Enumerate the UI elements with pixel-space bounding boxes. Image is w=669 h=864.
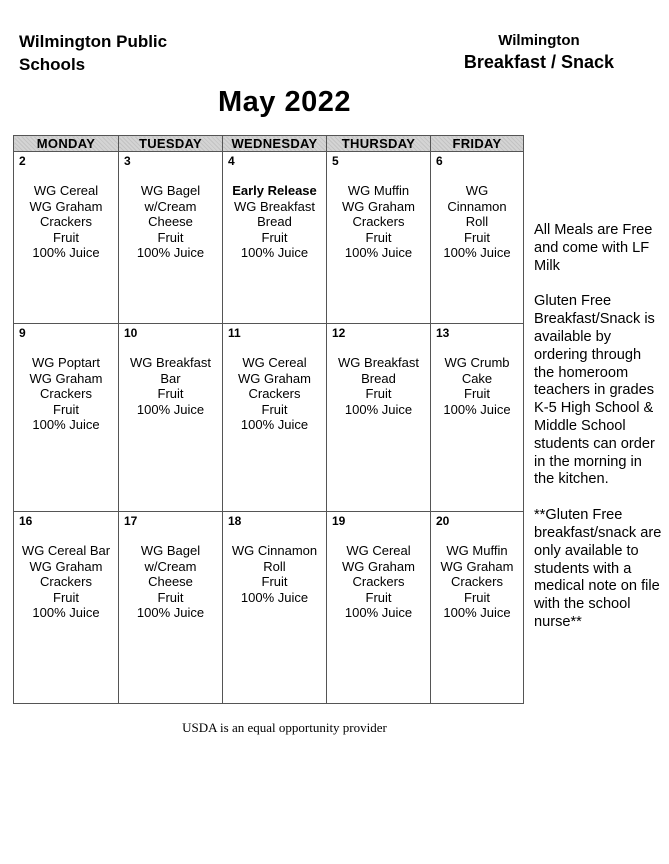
menu-item: Roll: [263, 558, 286, 574]
menu-item: w/Cream: [144, 558, 197, 574]
menu-item: Fruit: [365, 229, 392, 245]
day-number: 11: [228, 326, 241, 340]
menu-item: 100% Juice: [443, 401, 511, 417]
day-number: 4: [228, 154, 235, 168]
menu-items: [223, 543, 326, 605]
menu-items: [14, 543, 118, 621]
week-row: [14, 152, 524, 324]
day-cell: [223, 152, 327, 324]
menu-items: [327, 183, 430, 261]
menu-item: 100% Juice: [32, 417, 100, 432]
menu-item: Fruit: [53, 229, 79, 245]
menu-items: [119, 355, 222, 417]
menu-item: Fruit: [261, 574, 288, 589]
weekday-header-row: [14, 136, 524, 152]
menu-item: Crackers: [450, 574, 503, 589]
town-name: Wilmington: [498, 32, 580, 49]
menu-item: WG Cereal: [33, 183, 99, 198]
menu-item: Fruit: [464, 589, 490, 605]
menu-item: 100% Juice: [344, 401, 413, 417]
menu-item: Roll: [465, 214, 489, 229]
menu-item: WG Graham: [342, 558, 415, 574]
menu-item: WG Cereal: [242, 355, 307, 370]
day-cell: [14, 152, 119, 324]
district-name: [19, 30, 167, 76]
menu-item: WG Muffin: [446, 543, 508, 558]
menu-item: Crackers: [39, 574, 92, 589]
weekday-header: TUESDAY: [119, 136, 223, 152]
day-number: 12: [332, 326, 346, 340]
week-row: [14, 324, 524, 512]
menu-item: Crackers: [352, 574, 405, 589]
day-number: 19: [332, 514, 346, 528]
menu-item: Fruit: [261, 401, 288, 417]
menu-item: WG Breakfast: [234, 198, 315, 214]
day-cell: [431, 324, 524, 512]
free-meals-note: All Meals are Free and come with LF Milk: [534, 222, 653, 274]
menu-item: Fruit: [53, 589, 79, 605]
day-number: 16: [19, 514, 33, 528]
menu-item: WG Cereal: [346, 543, 411, 558]
day-cell: [119, 152, 223, 324]
early-release-label: Early Release: [232, 183, 317, 198]
menu-item: WG Graham: [29, 558, 103, 574]
day-cell: [431, 152, 524, 324]
day-number: 18: [228, 514, 242, 528]
usda-footer: USDA is an equal opportunity provider: [182, 720, 387, 735]
menu-items: [327, 543, 430, 621]
day-number: 3: [124, 154, 131, 168]
menu-items: [119, 183, 222, 261]
menu-item: 100% Juice: [344, 605, 413, 620]
menu-item: Fruit: [53, 401, 79, 417]
menu-item: 100% Juice: [443, 605, 511, 620]
day-number: 13: [436, 326, 450, 340]
menu-item: WG Graham: [342, 198, 415, 214]
weekday-header: MONDAY: [14, 136, 119, 152]
menu-item: 100% Juice: [240, 417, 309, 432]
menu-header: [464, 31, 614, 73]
day-cell: [14, 324, 119, 512]
day-number: 20: [436, 514, 450, 528]
day-cell: [327, 152, 431, 324]
menu-item: WG Crumb: [444, 355, 510, 370]
menu-item: 100% Juice: [136, 245, 205, 260]
menu-items: [119, 543, 222, 621]
menu-item: Cheese: [148, 214, 193, 229]
menu-items: [223, 355, 326, 433]
menu-item: Fruit: [365, 589, 392, 605]
menu-item: 100% Juice: [240, 245, 309, 260]
menu-item: WG Bagel: [140, 543, 201, 558]
menu-item: Fruit: [157, 386, 184, 401]
menu-item: 100% Juice: [344, 245, 413, 260]
day-cell: [119, 512, 223, 704]
menu-item: Fruit: [261, 229, 288, 245]
menu-item: Crackers: [39, 214, 92, 229]
medical-note-requirement: **Gluten Free breakfast/snack are only available to students with a medical note on file with the school nurse**: [534, 507, 662, 630]
menu-type: Breakfast / Snack: [463, 52, 614, 72]
menu-item: WG Bagel: [140, 183, 201, 198]
district-name-line2: Schools: [19, 55, 86, 74]
day-number: 10: [124, 326, 138, 340]
day-cell: [431, 512, 524, 704]
weekday-header: FRIDAY: [431, 136, 524, 152]
menu-item: WG Graham: [29, 370, 103, 386]
menu-item: WG Breakfast: [130, 355, 211, 370]
day-number: 6: [436, 154, 443, 168]
menu-item: Bread: [361, 370, 396, 386]
menu-calendar: [13, 135, 524, 704]
day-cell: [327, 512, 431, 704]
menu-items: [327, 355, 430, 417]
menu-item: 100% Juice: [32, 245, 100, 260]
menu-item: Cake: [461, 370, 493, 386]
menu-items: [431, 183, 523, 261]
menu-item: WG Poptart: [32, 355, 100, 370]
district-name-line1: Wilmington Public: [19, 32, 168, 51]
menu-item: 100% Juice: [136, 401, 205, 417]
menu-item: WG Muffin: [347, 183, 410, 198]
day-number: 9: [19, 326, 26, 340]
menu-item: WG Graham: [238, 370, 311, 386]
day-number: 5: [332, 154, 339, 168]
menu-item: Fruit: [157, 589, 184, 605]
menu-item: Crackers: [248, 386, 301, 401]
menu-item: Fruit: [464, 386, 490, 401]
menu-item: WG Graham: [440, 558, 514, 574]
menu-item: Bar: [160, 370, 181, 386]
menu-item: WG Cereal Bar: [21, 543, 111, 558]
day-number: 2: [19, 154, 26, 168]
menu-item: 100% Juice: [240, 589, 309, 605]
day-cell: [119, 324, 223, 512]
menu-item: 100% Juice: [32, 605, 100, 620]
menu-item: Crackers: [352, 214, 405, 229]
menu-item: WG Cinnamon: [231, 543, 318, 558]
weekday-header: THURSDAY: [327, 136, 431, 152]
day-cell: [14, 512, 119, 704]
menu-item: Fruit: [464, 229, 490, 245]
meal-notes: [534, 222, 664, 650]
menu-item: Bread: [257, 214, 292, 229]
menu-items: [431, 355, 523, 417]
menu-item: Cheese: [148, 574, 193, 589]
menu-items: [14, 183, 118, 261]
day-number: 17: [124, 514, 138, 528]
day-cell: [223, 324, 327, 512]
menu-item: Fruit: [365, 386, 392, 401]
page-title: May 2022: [218, 86, 351, 118]
menu-item: 100% Juice: [136, 605, 205, 620]
menu-item: WG: [465, 183, 489, 198]
menu-items: [223, 183, 326, 261]
menu-item: 100% Juice: [443, 245, 511, 260]
week-row: [14, 512, 524, 704]
day-cell: [327, 324, 431, 512]
menu-item: Cinnamon: [447, 198, 507, 214]
menu-item: w/Cream: [144, 198, 197, 214]
menu-items: [431, 543, 523, 621]
menu-item: Crackers: [39, 386, 92, 401]
day-cell: [223, 512, 327, 704]
gluten-free-note: Gluten Free Breakfast/Snack is available by ordering through the homeroom teachers in grades K-5 High School & Middle School students can order in the morning in the kitchen.: [534, 293, 655, 488]
menu-item: Fruit: [157, 229, 184, 245]
menu-item: WG Breakfast: [338, 355, 419, 370]
menu-item: WG Graham: [29, 198, 103, 214]
weekday-header: WEDNESDAY: [223, 136, 327, 152]
menu-items: [14, 355, 118, 433]
